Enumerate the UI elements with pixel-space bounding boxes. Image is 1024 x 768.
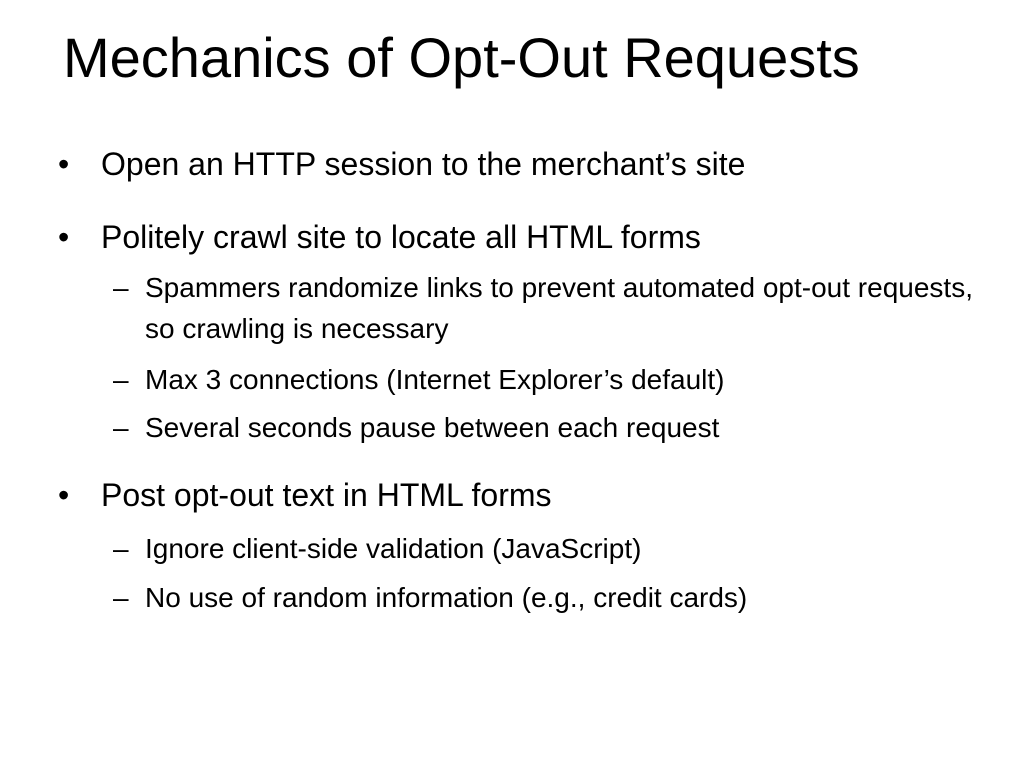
slide-title: Mechanics of Opt-Out Requests (63, 26, 860, 89)
sub-bullet-text: Several seconds pause between each request (145, 412, 720, 443)
bullet-glyph: • (58, 477, 70, 513)
sub-bullet-text: Max 3 connections (Internet Explorer’s default) (145, 364, 725, 395)
sub-bullet-text: Spammers randomize links to prevent automated opt-out requests, so crawling is necessary (145, 272, 973, 344)
bullet-text: Post opt-out text in HTML forms (101, 477, 552, 513)
bullet-glyph: • (58, 146, 70, 182)
sub-bullet-text: Ignore client-side validation (JavaScript) (145, 533, 642, 564)
bullet-glyph: • (58, 219, 70, 255)
bullet-text: Open an HTTP session to the merchant’s site (101, 146, 746, 182)
sub-bullet-glyph: – (113, 364, 129, 395)
sub-bullet-text: No use of random information (e.g., credit cards) (145, 582, 748, 613)
sub-bullet-glyph: – (113, 582, 129, 613)
sub-bullet-glyph: – (113, 272, 129, 303)
sub-bullet-glyph: – (113, 533, 129, 564)
sub-bullet-glyph: – (113, 412, 129, 443)
bullet-text: Politely crawl site to locate all HTML forms (101, 219, 701, 255)
